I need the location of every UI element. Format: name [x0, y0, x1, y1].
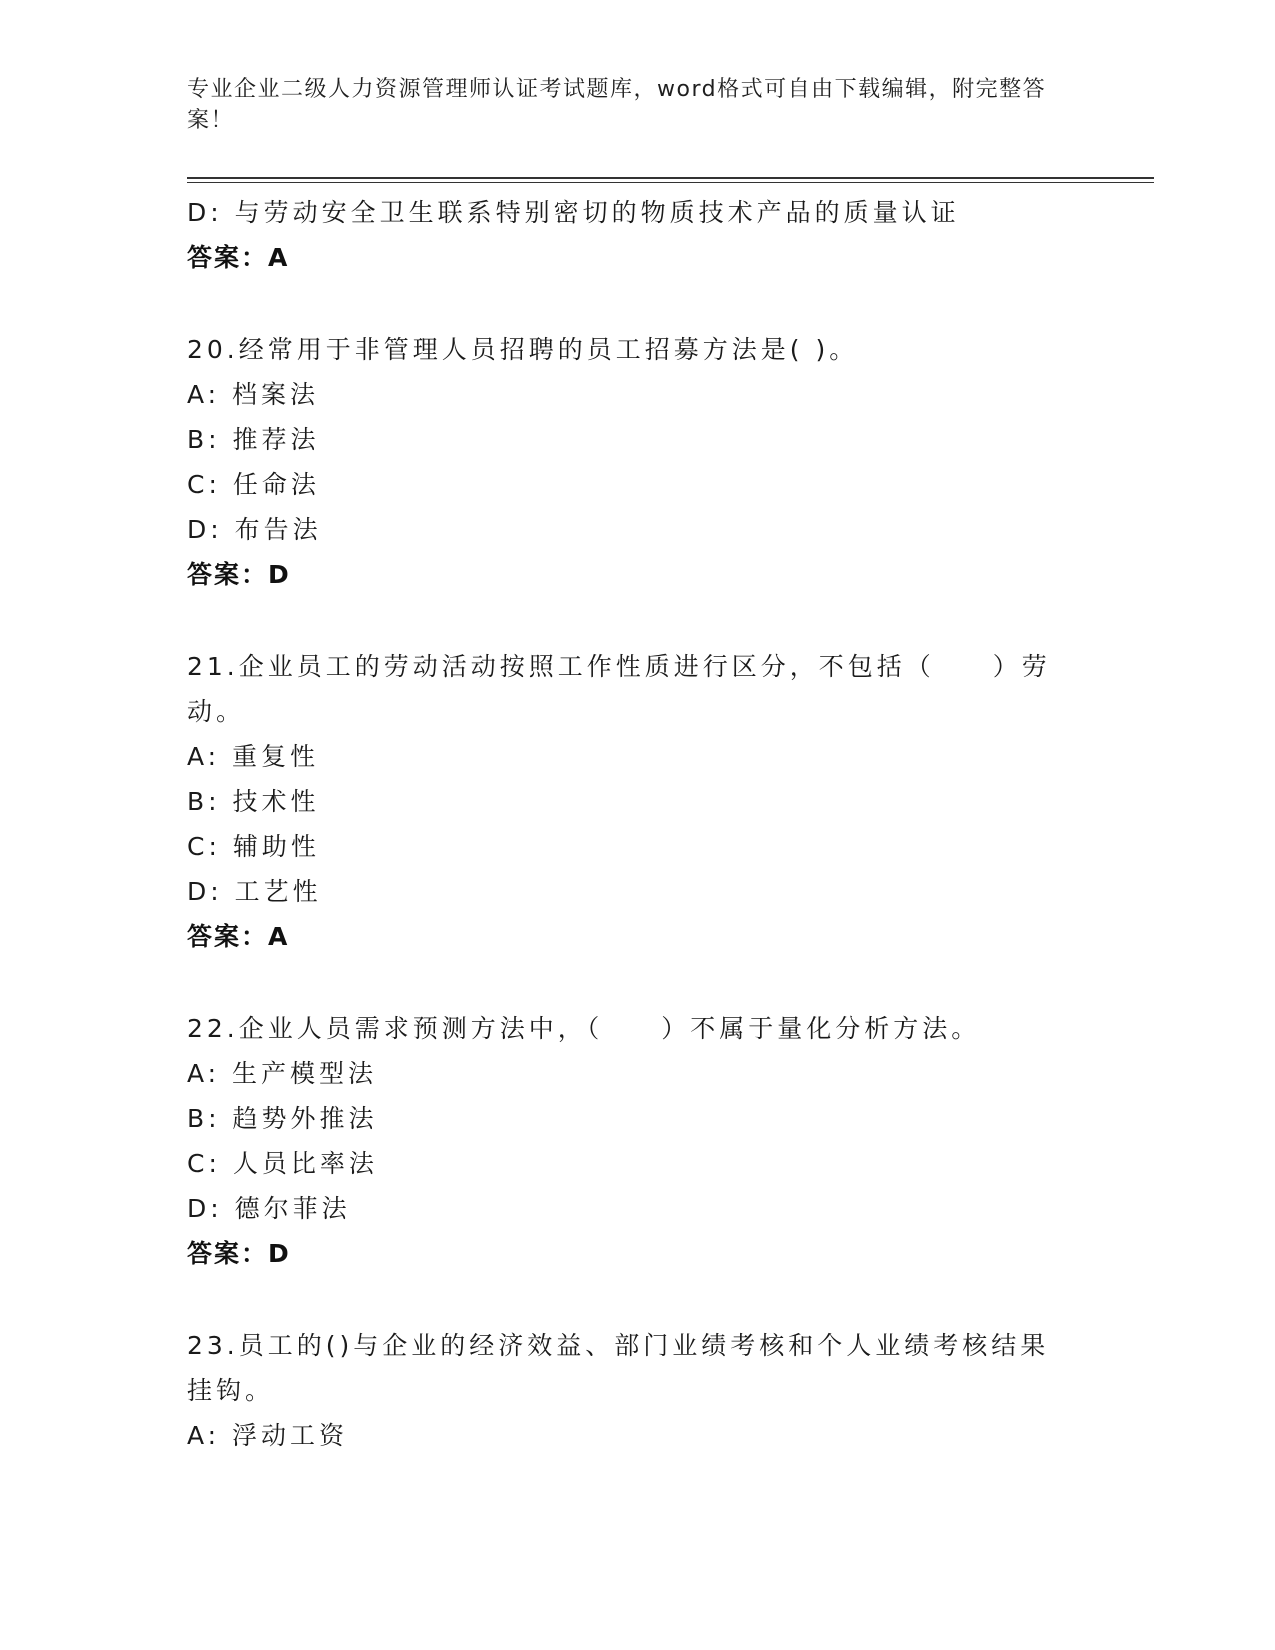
question-fragment — [187, 190, 1087, 280]
option-a: A: 浮动工资 — [187, 1421, 349, 1450]
question-stem: 20.经常用于非管理人员招聘的员工招募方法是( )。 — [187, 335, 859, 364]
question-stem: 21.企业员工的劳动活动按照工作性质进行区分，不包括（ ）劳动。 — [187, 652, 1051, 726]
question-22 — [187, 1006, 1087, 1276]
option-a: A: 档案法 — [187, 380, 320, 409]
option-d: D: 德尔菲法 — [187, 1194, 351, 1223]
option-a: A: 生产模型法 — [187, 1059, 378, 1088]
question-23 — [187, 1323, 1087, 1458]
option-a: A: 重复性 — [187, 742, 320, 771]
question-20 — [187, 327, 1087, 597]
option-d: D: 布告法 — [187, 515, 322, 544]
option-b: B: 推荐法 — [187, 425, 320, 454]
option-d: D: 与劳动安全卫生联系特别密切的物质技术产品的质量认证 — [187, 198, 960, 227]
option-c: C: 辅助性 — [187, 832, 320, 861]
question-list — [187, 190, 1087, 1458]
header-divider-thick — [187, 177, 1154, 179]
document-header: 专业企业二级人力资源管理师认证考试题库，word格式可自由下载编辑，附完整答案！ — [187, 77, 1047, 133]
option-b: B: 技术性 — [187, 787, 320, 816]
answer-label: 答案：D — [187, 1239, 291, 1268]
question-21 — [187, 644, 1087, 959]
option-d: D: 工艺性 — [187, 877, 322, 906]
question-stem: 23.员工的()与企业的经济效益、部门业绩考核和个人业绩考核结果挂钩。 — [187, 1331, 1050, 1405]
header-divider-thin — [187, 182, 1154, 183]
answer-label: 答案：A — [187, 922, 290, 951]
option-c: C: 人员比率法 — [187, 1149, 378, 1178]
answer-label: 答案：A — [187, 243, 290, 272]
question-stem: 22.企业人员需求预测方法中，（ ）不属于量化分析方法。 — [187, 1014, 981, 1043]
answer-label: 答案：D — [187, 560, 291, 589]
option-c: C: 任命法 — [187, 470, 320, 499]
option-b: B: 趋势外推法 — [187, 1104, 378, 1133]
